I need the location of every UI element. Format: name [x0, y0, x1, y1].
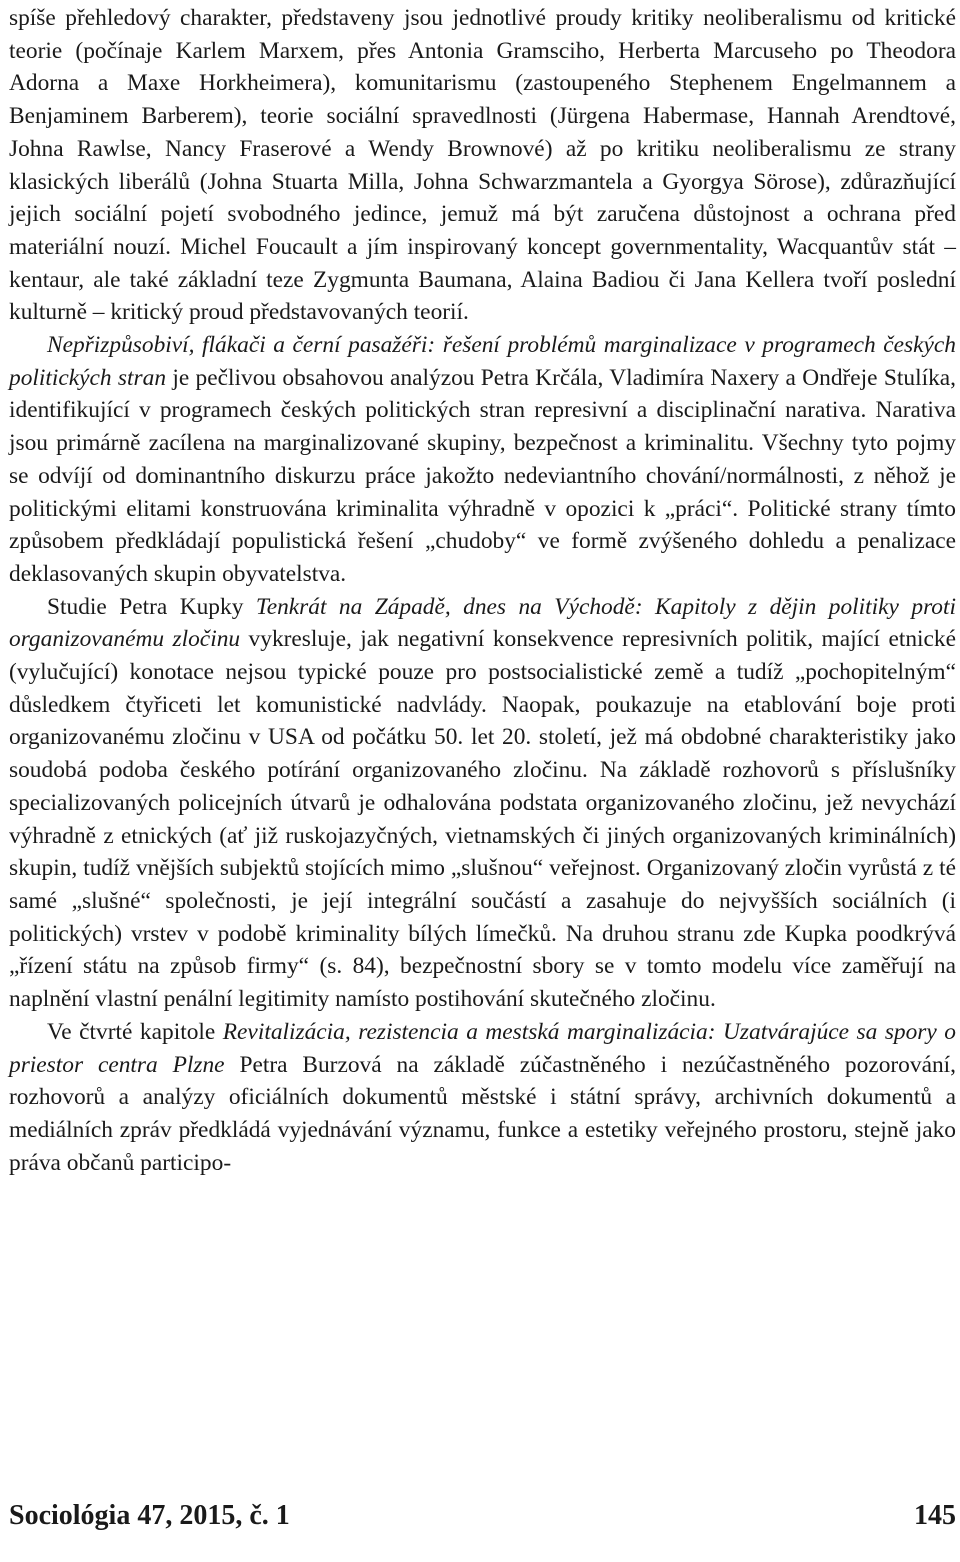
italic-title-run: Tenkrát na Západě, dnes na Východě: Kapitoly z dějin politiky proti organizovanému zločinu: [9, 593, 956, 653]
text-run: je pečlivou obsahovou analýzou Petra Krčála, Vladimíra Naxery a Ondřeje Stulíka, identifikující v programech českých politických stran represivní a disciplinační narativa. Narativa jsou primárně zacílena na marginalizované skupiny, bezpečnost a kriminalitu. Všechny tyto pojmy se odvíjí od dominantního diskurzu práce jakožto nedeviantního chování/normálnosti, z něhož je politickými elitami konstruována kriminalita výhradně v opozici k „práci“. Politické strany tímto způsobem předkládají populistická řešení „chudoby“ ve formě zvýšeného dohledu a penalizace deklasovaných skupin obyvatelstva.: [9, 364, 957, 587]
paragraph-kupka: [9, 591, 956, 1016]
text-run: Ve čtvrté kapitole: [47, 1018, 223, 1045]
paragraph-intro: [9, 0, 956, 329]
page-footer: [9, 1500, 956, 1532]
italic-title-run: Revitalizácia, rezistencia a mestská marginalizácia: Uzatvárajúce sa spory o priestor centra Plzne: [9, 1018, 956, 1078]
page-number: 145: [914, 1500, 956, 1531]
text-run: Studie Petra Kupky: [47, 593, 256, 620]
text-run: vykresluje, jak negativní konsekvence represivních politik, mající etnické (vylučující) konotace nejsou typické pouze pro postsocialistické země a tudíž „pochopitelným“ důsledkem čtyřiceti let komunistické nadvlády. Naopak, poukazuje na etablování boje proti organizovanému zločinu v USA od počátku 50. let 20. století, jež má obdobné charakteristiky jako soudobá podoba českého potírání organizovaného zločinu. Na základě rozhovorů s příslušníky specializovaných policejních útvarů je odhalována podstata organizovaného zločinu, jež nevychází výhradně z etnických (ať již ruskojazyčných, vietnamských či jiných organizovaných kriminálních) skupin, tudíž vnějších subjektů stojících mimo „slušnou“ veřejnost. Organizovaný zločin vyrůstá z té samé „slušné“ společnosti, je její integrální součástí a zasahuje do nejvyšších sociálních (i politických) vrstev v podobě kriminality bílých límečků. Na druhou stranu zde Kupka poodkrývá „řízení státu na způsob firmy“ (s. 84), bezpečnostní sbory se v tomto modelu více zaměřují na naplnění vlastní penální legitimity namísto postihování skutečného zločinu.: [9, 626, 956, 1013]
text-run: Petra Burzová na základě zúčastněného i nezúčastněného pozorování, rozhovorů a analýzy oficiálních dokumentů městské i státní správy, archivních dokumentů a mediálních zpráv předkládá vyjednávání významu, funkce a estetiky veřejného prostoru, stejně jako práva občanů participo-: [9, 1051, 956, 1176]
italic-title-run: Nepřizpůsobiví, flákači a černí pasažéři: řešení problémů marginalizace v programech českých politických stran: [9, 332, 956, 391]
paragraph-krcal-naxera-stulik: [9, 329, 956, 591]
page-body: [9, 0, 956, 1179]
text-run: spíše přehledový charakter, představeny jsou jednotlivé proudy kritiky neoliberalismu od kritické teorie (počínaje Karlem Marxem, přes Antonia Gramsciho, Herberta Marcuseho po Theodora Adorna a Maxe Horkheimera), komunitarismu (zastoupeného Stephenem Engelmannem a Benjaminem Barberem), teorie sociální spravedlnosti (Jürgena Habermase, Hannah Arendtové, Johna Rawlse, Nancy Fraserové a Wendy Brownové) až po kritiku neoliberalismu ze strany klasických liberálů (Johna Stuarta Milla, Johna Schwarzmantela a Gyorgya Sörose), zdůrazňující jejich sociální pojetí svobodného jedince, jemuž má být zaručena důstojnost a ochrana před materiální nouzí. Michel Foucault a jím inspirovaný koncept governmentality, Wacquantův stát – kentaur, ale také základní teze Zygmunta Baumana, Alaina Badiou či Jana Kellera tvoří poslední kulturně – kritický proud představovaných teorií.: [9, 5, 956, 326]
paragraph-burzova: [9, 1016, 956, 1180]
journal-citation: Sociológia 47, 2015, č. 1: [9, 1500, 290, 1531]
